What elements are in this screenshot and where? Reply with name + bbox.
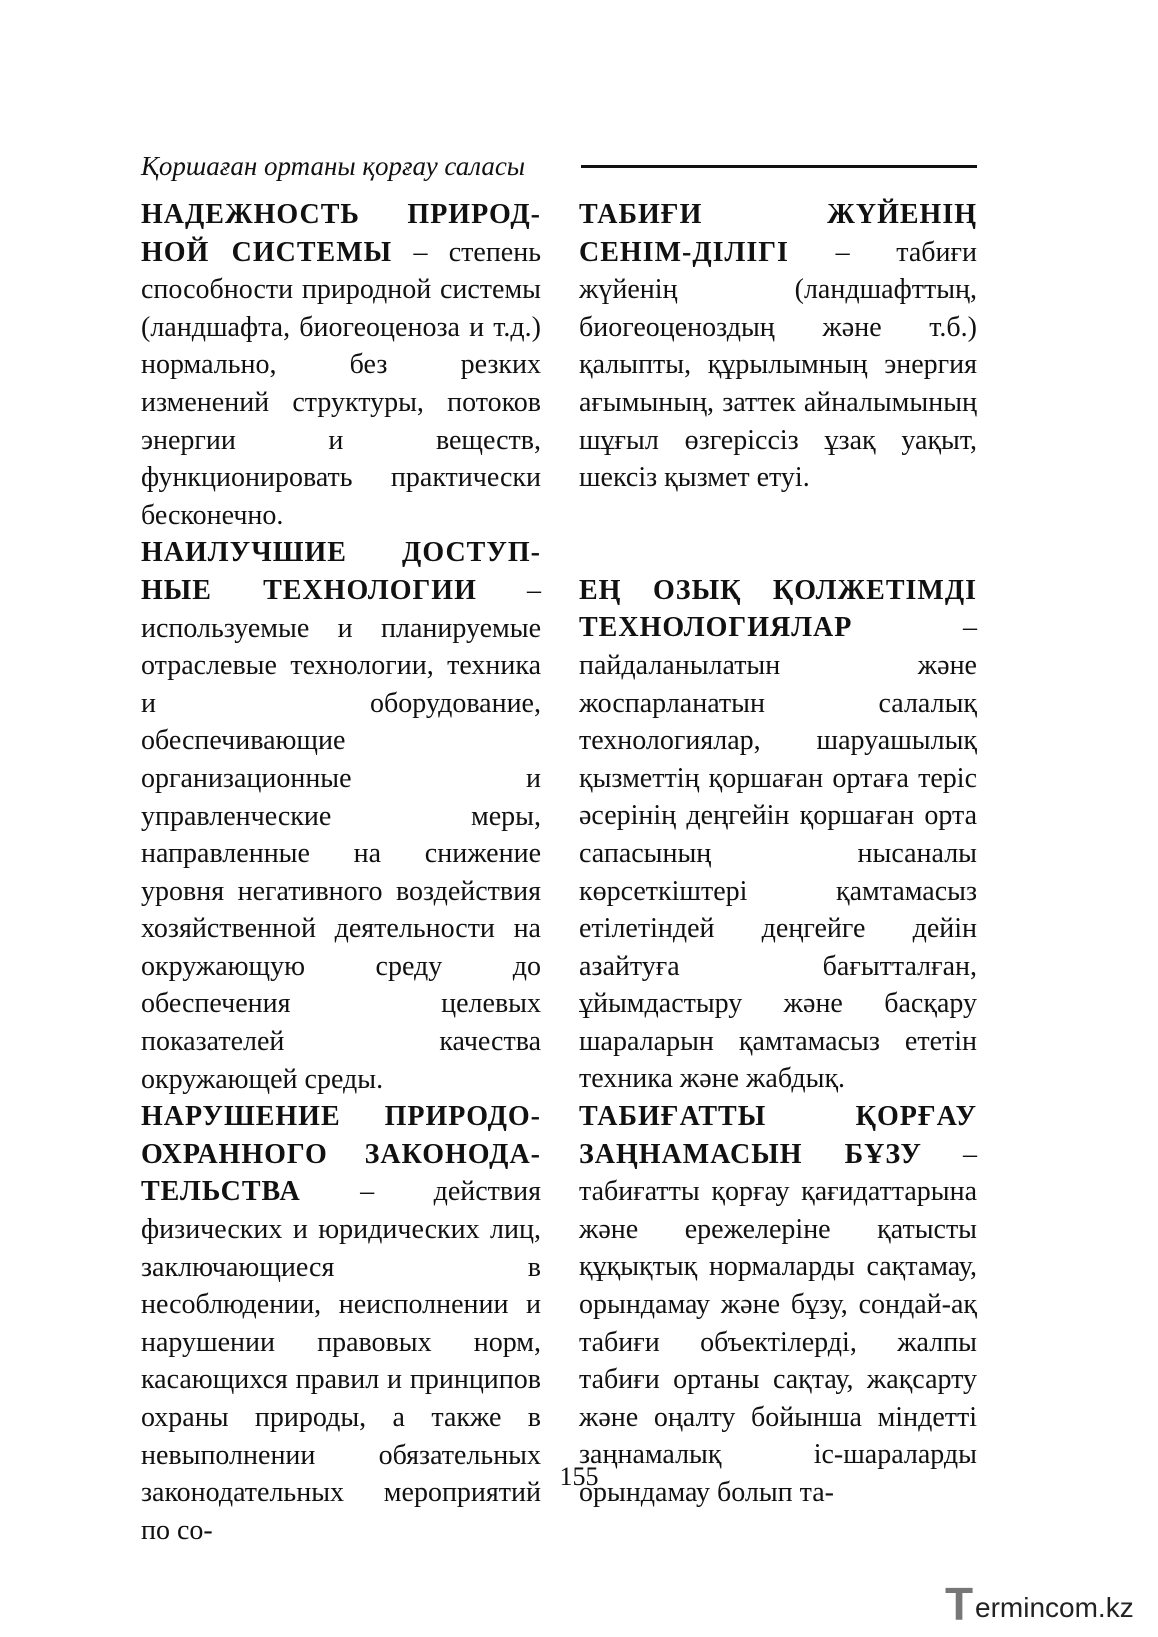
entry-nailuchshie — [141, 534, 541, 1098]
entry-term: ТАБИҒИ ЖҮЙЕНІҢ СЕНІМ-ДІЛІГІ — [579, 199, 977, 268]
page-number: 155 — [559, 1462, 599, 1491]
column-gap — [579, 497, 977, 572]
right-column — [579, 196, 977, 1512]
entry-nadezhnost — [141, 196, 541, 534]
entry-term: НАИЛУЧШИЕ ДОСТУП-НЫЕ ТЕХНОЛОГИИ — [141, 537, 541, 606]
entry-senimdiligi — [579, 196, 977, 497]
entry-ozyk-tekhnologiyalar — [579, 572, 977, 1098]
entry-term: ТАБИҒАТТЫ ҚОРҒАУ ЗАҢНАМАСЫН БҰЗУ — [579, 1101, 977, 1170]
entry-definition: – табиғи жүйенің (ландшафттың, биогеоценоздың және т.б.) қалыпты, құрылымның энергия ағымының, заттек айналымының шұғыл өзгеріссіз ұзақ уақыт, шексіз қызмет етуі. — [579, 236, 977, 494]
entry-term: НАРУШЕНИЕ ПРИРОДО-ОХРАННОГО ЗАКОНОДА-ТЕЛЬСТВА — [141, 1101, 541, 1208]
entry-term: ЕҢ ОЗЫҚ ҚОЛЖЕТІМДІ ТЕХНОЛОГИЯЛАР — [579, 574, 977, 644]
running-title: Қоршаған ортаны қорғау саласы — [141, 151, 526, 181]
left-column — [141, 196, 541, 1549]
entry-definition: – табиғатты қорғау қағидаттарына және ережелеріне қатысты құқықтық нормаларды сақтамау, орындамау және бұзу, сондай-ақ табиғи объектілерді, жалпы табиғи ортаны сақтау, жақсарту және оңалту бойынша міндетті заңнамалық іс-шараларды орындамау болып та- — [579, 1138, 978, 1508]
watermark-logo[interactable] — [945, 1580, 1150, 1628]
entry-definition: – используемые и планируемые отраслевые технологии, техника и оборудование, обеспечивающие организационные и управленческие меры, направленные на снижение уровня негативного воздействия хозяйственной деятельности на окружающую среду до обеспечения целевых показателей качества окружающей среды. — [141, 574, 542, 1095]
running-head — [141, 148, 977, 184]
watermark-letter: T — [945, 1578, 974, 1630]
entry-definition: – пайдаланылатын және жоспарланатын салалық технологиялар, шаруашылық қызметтің қоршаған ортаға теріс әсерінің деңгейін қоршаған орта сапасының нысаналы көрсеткіштері қамтамасыз етілетіндей деңгейге дейін азайтуға бағытталған, ұйымдастыру және басқару шараларын қамтамасыз ететін техника және жабдық. — [579, 612, 977, 1095]
entry-definition: – степень способности природной системы (ландшафта, биогеоценоза и т.д.) нормально, без резких изменений структуры, потоков энергии и веществ, функционировать практически бесконечно. — [141, 236, 541, 531]
header-rule — [581, 165, 977, 168]
entry-definition: – действия физических и юридических лиц, заключающиеся в несоблюдении, неисполнении и нарушении правовых норм, касающихся правил и принципов охраны природы, а также в невыполнении обязательных законодательных мероприятий по со- — [141, 1176, 541, 1546]
entry-term: НАДЕЖНОСТЬ ПРИРОД-НОЙ СИСТЕМЫ — [141, 199, 541, 268]
entry-zannamasyn-buzu — [579, 1098, 977, 1512]
watermark-text: ermincom.kz — [975, 1592, 1134, 1623]
